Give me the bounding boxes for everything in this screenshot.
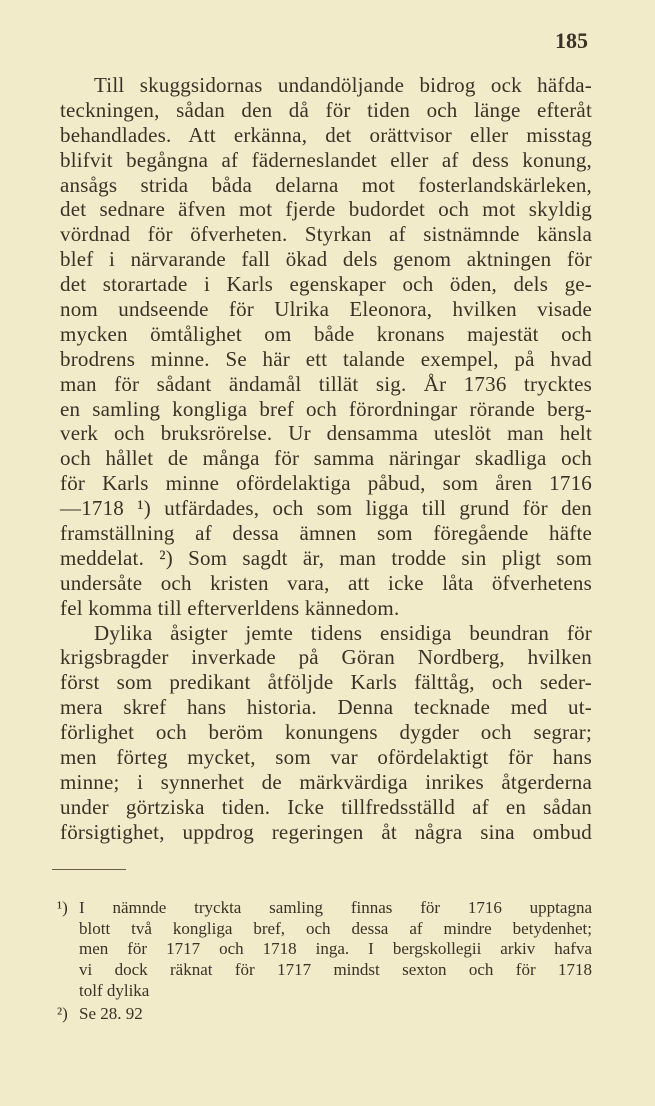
text-line: Till skuggsidornas undandöljande bidrog ock häfda-	[94, 73, 592, 97]
footnote-line: men för 1717 och 1718 inga. I bergskollegii arkiv hafva	[79, 939, 592, 959]
text-line: framställning af dessa ämnen som föregående häfte	[60, 521, 592, 546]
text-line: förlighet och beröm konungens dygder och segrar;	[60, 720, 592, 745]
text-line: undersåte och kristen vara, att icke låta öfverhetens	[60, 570, 592, 595]
text-line: men förteg mycket, som var ofördelaktigt för hans	[60, 745, 592, 770]
text-line: Dylika åsigter jemte tidens ensidiga beundran för	[94, 620, 592, 645]
text-line: under görtziska tiden. Icke tillfredsställd af en sådan	[60, 794, 592, 819]
text-line: det storartade i Karls egenskaper och öden, dels ge-	[60, 272, 592, 297]
footnote-2	[57, 1004, 592, 1025]
text-line: man för sådant ändamål tillät sig. År 1736 trycktes	[60, 371, 592, 396]
text-line: fel komma till efterverldens kännedom.	[60, 595, 400, 620]
text-line: mycken ömtålighet om både kronans majestät och	[60, 321, 592, 346]
footnote-divider	[52, 869, 126, 870]
text-line: behandlades. Att erkänna, det orättvisor eller misstag	[60, 122, 592, 147]
text-line: nom undseende för Ulrika Eleonora, hvilken visade	[60, 297, 592, 322]
text-line: meddelat. ²) Som sagdt är, man trodde sin pligt som	[60, 545, 592, 570]
page-number: 185	[555, 28, 588, 53]
text-line: blef i närvarande fall ökad dels genom aktningen för	[60, 247, 592, 272]
text-line: en samling kongliga bref och förordningar rörande berg-	[60, 396, 592, 421]
text-line: teckningen, sådan den då för tiden och länge efteråt	[60, 97, 592, 122]
footnote-line: Se 28. 92	[79, 1004, 143, 1023]
text-line: det sednare äfven mot fjerde budordet och mot skyldig	[60, 197, 592, 222]
text-line: och hållet de många för samma näringar skadliga och	[60, 446, 592, 471]
text-line: vördnad för öfverheten. Styrkan af sistnämnde känsla	[60, 222, 592, 247]
footnote-line: tolf dylika	[79, 980, 150, 1000]
footnote-mark: ¹)	[57, 898, 68, 917]
text-line: blifvit begångna af fäderneslandet eller af dess konung,	[60, 147, 592, 172]
text-line: för Karls minne ofördelaktiga påbud, som åren 1716	[60, 471, 592, 496]
text-line: minne; i synnerhet de märkvärdiga inrikes åtgerderna	[60, 769, 592, 794]
footnote-line: blott två kongliga bref, och dessa af mindre betydenhet;	[79, 918, 592, 938]
text-line: ansågs strida båda delarna mot fosterlandskärleken,	[60, 172, 592, 197]
text-line: —1718 ¹) utfärdades, och som ligga till grund för den	[60, 496, 592, 521]
text-line: försigtighet, uppdrog regeringen åt några sina ombud	[60, 819, 592, 844]
text-line: krigsbragder inverkade på Göran Nordberg, hvilken	[60, 645, 592, 670]
text-line: först som predikant åtföljde Karls fälttåg, och seder-	[60, 670, 592, 695]
body-text	[60, 73, 592, 845]
text-line: brodrens minne. Se här ett talande exempel, på hvad	[60, 346, 592, 371]
footnote-mark: ²)	[57, 1004, 68, 1023]
footnote-line: I nämnde tryckta samling finnas för 1716 upptagna	[79, 898, 592, 917]
footnote-1	[57, 898, 592, 1001]
footnote-line: vi dock räknat för 1717 mindst sexton och för 1718	[79, 960, 592, 980]
text-line: mera skref hans historia. Denna tecknade med ut-	[60, 695, 592, 720]
text-line: verk och bruksrörelse. Ur densamma uteslöt man helt	[60, 421, 592, 446]
